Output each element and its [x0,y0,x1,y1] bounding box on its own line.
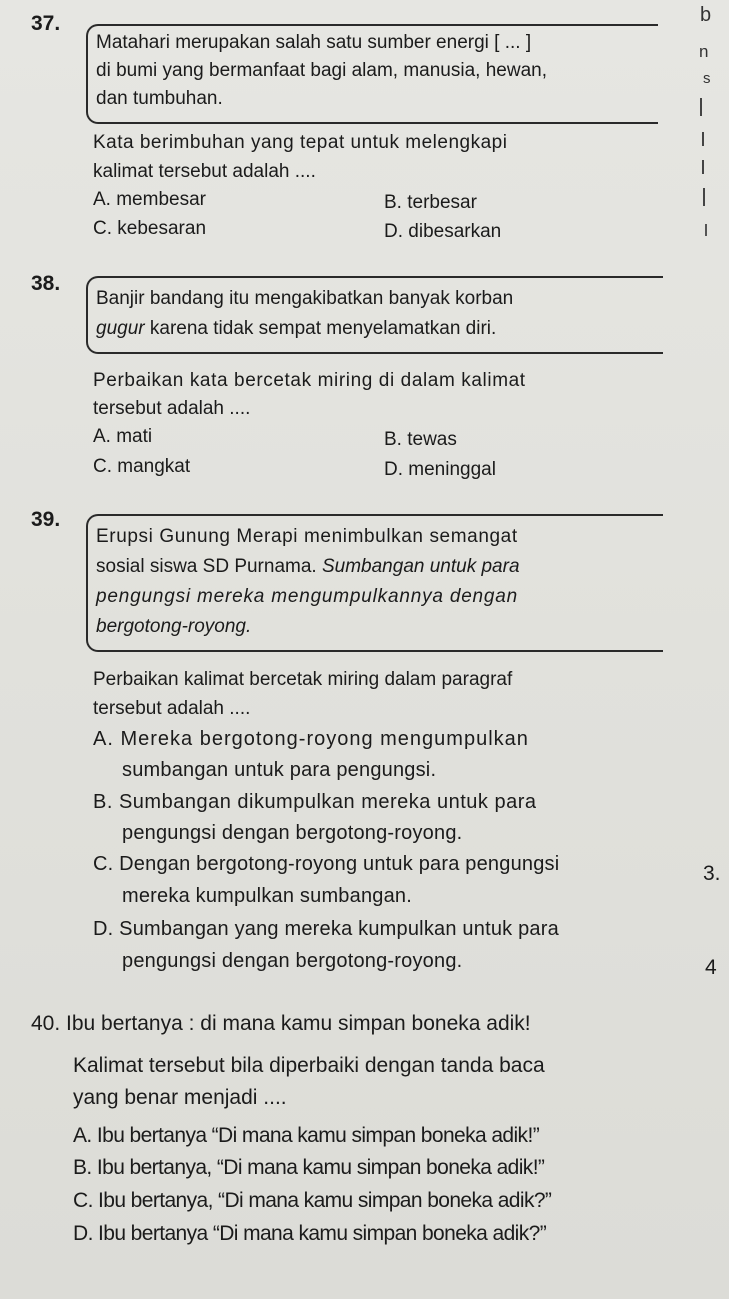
option-d[interactable]: D. Ibu bertanya “Di mana kamu simpan boneka adik?” [73,1222,547,1245]
question-number-37: 37. [31,12,61,35]
option-a[interactable]: A. Ibu bertanya “Di mana kamu simpan boneka adik!” [73,1124,540,1147]
edge-mark [705,224,707,236]
option-c[interactable]: C. Ibu bertanya, “Di mana kamu simpan boneka adik?” [73,1189,552,1212]
option-a[interactable]: A. membesar [93,189,206,210]
question-text: kalimat tersebut adalah .... [93,161,316,182]
passage-line: Banjir bandang itu mengakibatkan banyak korban [96,288,514,309]
passage-box-39 [86,514,663,652]
edge-letter-n: n [699,42,709,61]
option-b[interactable]: B. Ibu bertanya, “Di mana kamu simpan boneka adik!” [73,1156,545,1179]
question-text: Kalimat tersebut bila diperbaiki dengan tanda baca [73,1054,545,1077]
passage-line [96,556,520,578]
passage-line: dan tumbuhan. [96,88,223,109]
passage-line [96,318,496,340]
passage-italic: Sumbangan untuk para [316,556,520,577]
question-number-39: 39. [31,508,61,531]
option-d[interactable]: D. Sumbangan yang mereka kumpulkan untuk para [93,918,559,940]
edge-mark [702,160,704,174]
question-number-38: 38. [31,272,61,295]
edge-number-4: 4 [705,956,717,979]
question-text: Perbaikan kata bercetak miring di dalam kalimat [93,370,526,391]
passage-line: di bumi yang bermanfaat bagi alam, manusia, hewan, [96,60,547,81]
option-c[interactable]: C. Dengan bergotong-royong untuk para pengungsi [93,853,560,875]
option-c-continued: mereka kumpulkan sumbangan. [122,885,412,907]
edge-letter-s: s [703,70,711,87]
passage-box-38 [86,276,663,354]
edge-mark [702,132,704,146]
passage-line: Erupsi Gunung Merapi menimbulkan semangat [96,526,518,547]
edge-mark [703,188,705,206]
passage-plain: sosial siswa SD Purnama. [96,556,317,577]
option-a[interactable]: A. Mereka bergotong-royong mengumpulkan [93,728,529,750]
option-d[interactable]: D. dibesarkan [384,221,502,242]
edge-number-3: 3. [703,862,721,885]
edge-letter-b: b [700,4,712,26]
question-text: yang benar menjadi .... [73,1086,287,1109]
passage-italic-line: bergotong-royong. [96,616,252,637]
option-b[interactable]: B. Sumbangan dikumpulkan mereka untuk para [93,791,537,813]
question-text: tersebut adalah .... [93,398,251,419]
option-c[interactable]: C. mangkat [93,456,191,477]
passage-line: Matahari merupakan salah satu sumber energi [ ... ] [96,32,532,53]
question-text: Kata berimbuhan yang tepat untuk melengkapi [93,132,508,153]
option-b[interactable]: B. tewas [384,429,457,450]
option-a[interactable]: A. mati [93,426,153,447]
passage-box-37 [86,24,658,124]
option-b-continued: pengungsi dengan bergotong-royong. [122,822,463,844]
option-d-continued: pengungsi dengan bergotong-royong. [122,950,463,972]
option-b[interactable]: B. terbesar [384,192,477,213]
italic-word: gugur [96,318,145,339]
option-d[interactable]: D. meninggal [384,459,496,480]
question-40-sentence: 40. Ibu bertanya : di mana kamu simpan boneka adik! [31,1012,531,1035]
passage-rest: karena tidak sempat menyelamatkan diri. [144,318,497,339]
question-text: Perbaikan kalimat bercetak miring dalam paragraf [93,669,513,690]
edge-mark [700,98,702,116]
option-c[interactable]: C. kebesaran [93,218,207,239]
passage-italic-line: pengungsi mereka mengumpulkannya dengan [96,586,519,607]
question-text: tersebut adalah .... [93,698,251,719]
option-a-continued: sumbangan untuk para pengungsi. [122,759,437,781]
